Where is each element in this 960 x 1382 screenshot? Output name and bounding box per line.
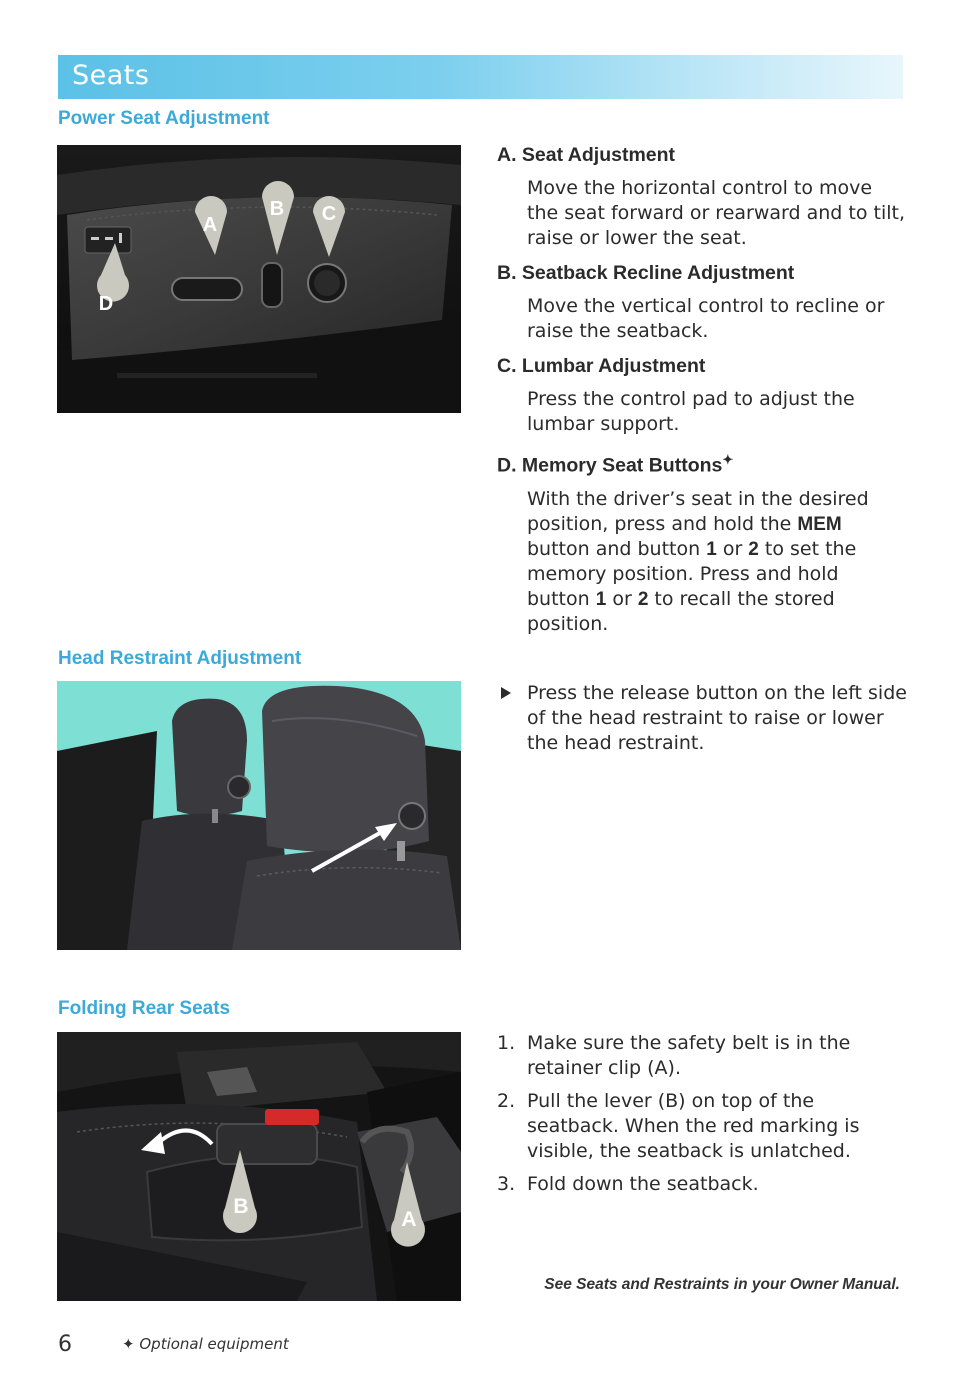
callout-c: C (321, 203, 337, 225)
owner-manual-note: See Seats and Restraints in your Owner Manual. (544, 1276, 900, 1293)
callout-b: B (233, 1195, 249, 1218)
step-text: Fold down the seatback. (527, 1173, 759, 1195)
memory-head-text: D. Memory Seat Buttons (497, 454, 723, 477)
memory-text: button and button (527, 537, 707, 560)
power-seat-text (497, 143, 907, 647)
optional-icon: ✦ (722, 452, 734, 467)
section-banner (58, 55, 903, 99)
item-body: Move the vertical control to recline or raise the seatback. (527, 295, 885, 342)
bullet-triangle-icon (501, 687, 511, 699)
step-text: Pull the lever (B) on top of the seatback. When the red marking is visible, the seatback is unlatched. (527, 1090, 860, 1162)
memory-text: to recall the stored position. (527, 587, 835, 635)
item-head: B. Seatback Recline Adjustment (497, 262, 795, 284)
item-body: Move the horizontal control to move the seat forward or rearward and to tilt, raise or lower the seat. (527, 177, 905, 249)
footnote-text: Optional equipment (139, 1335, 289, 1353)
callout-a: A (401, 1208, 417, 1231)
optional-icon: ✦ (122, 1335, 135, 1353)
button-1-label: 1 (706, 538, 717, 560)
item-body: Press the control pad to adjust the lumbar support. (527, 388, 855, 435)
step-item (497, 1031, 907, 1081)
mem-label: MEM (797, 513, 842, 535)
memory-head (497, 447, 907, 479)
step-item (497, 1089, 907, 1164)
button-2-label: 2 (748, 538, 759, 560)
power-seat-callouts (57, 145, 461, 413)
optional-equipment-note (122, 1335, 289, 1353)
callout-d: D (98, 293, 114, 315)
head-restraint-photo (57, 681, 461, 950)
item-head: A. Seat Adjustment (497, 144, 676, 166)
step-number: 1. (497, 1032, 516, 1054)
memory-text: or (716, 537, 749, 560)
button-1-label: 1 (595, 588, 607, 610)
power-seat-title: Power Seat Adjustment (58, 108, 270, 129)
rear-seats-steps (497, 1031, 907, 1205)
callout-a: A (202, 214, 218, 236)
head-restraint-title: Head Restraint Adjustment (58, 648, 302, 669)
memory-text: to set the memory position. Press and hold button (527, 537, 857, 610)
bullet-item (497, 681, 907, 756)
step-number: 3. (497, 1173, 516, 1195)
head-restraint-text (497, 681, 907, 756)
callout-b: B (269, 198, 285, 220)
banner-title: Seats (72, 60, 150, 91)
step-item (497, 1172, 907, 1197)
rear-seats-callouts (57, 1032, 461, 1301)
page-number: 6 (58, 1332, 72, 1357)
step-number: 2. (497, 1090, 516, 1112)
memory-text: With the driver’s seat in the desired position, press and hold the (527, 487, 869, 535)
rear-seats-title: Folding Rear Seats (58, 998, 231, 1019)
button-2-label: 2 (637, 588, 649, 610)
bullet-text: Press the release button on the left side of the head restraint to raise or lower the head restraint. (527, 682, 907, 754)
memory-body (497, 487, 907, 637)
memory-text: or (606, 587, 638, 610)
item-head: C. Lumbar Adjustment (497, 355, 706, 377)
step-text: Make sure the safety belt is in the retainer clip (A). (527, 1032, 851, 1079)
